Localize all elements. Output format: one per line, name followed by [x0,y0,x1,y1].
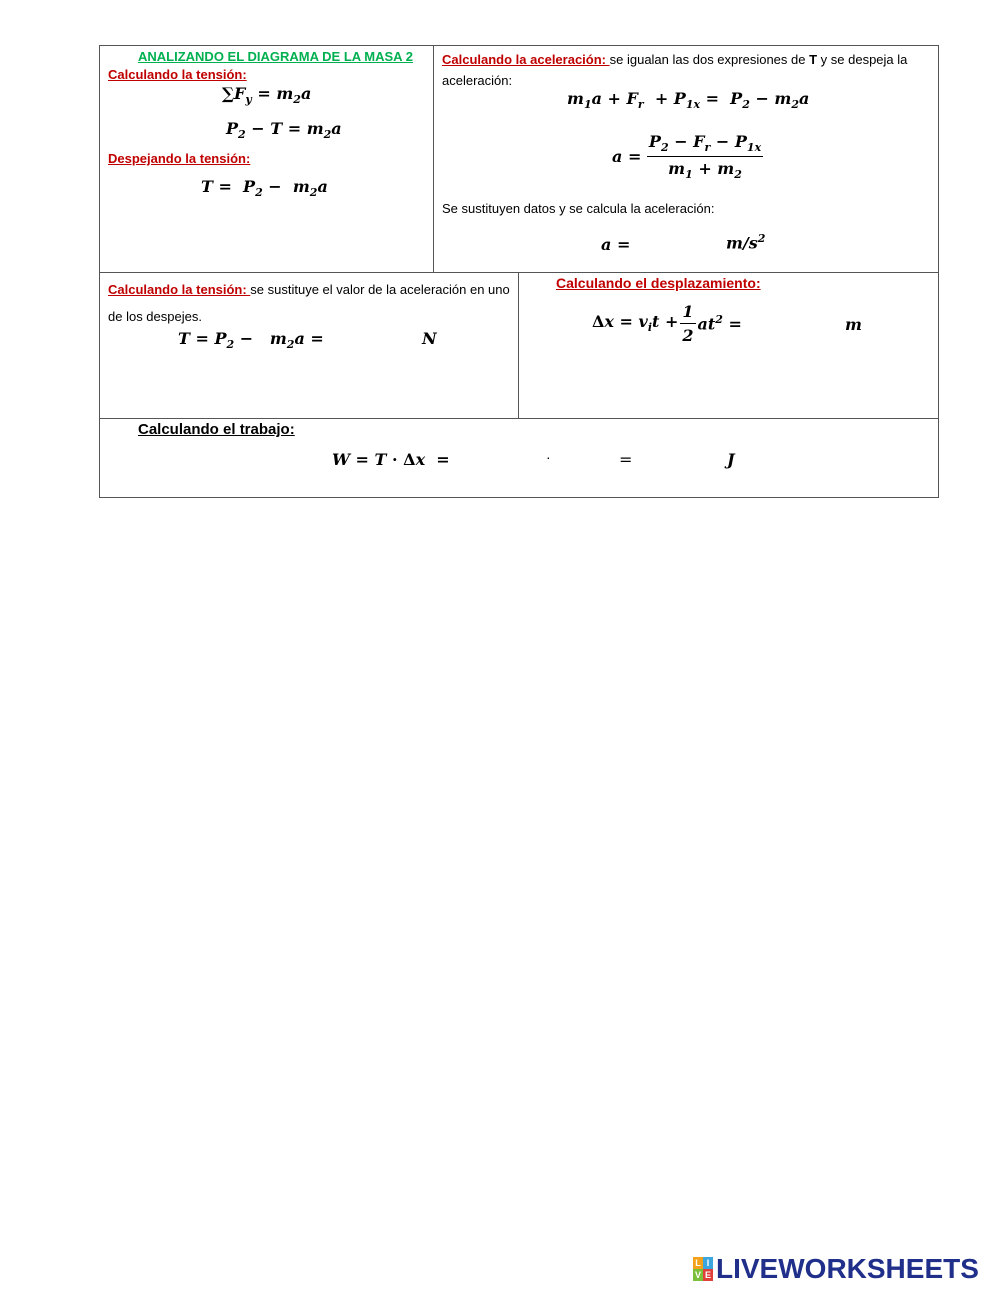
worksheet-table [99,45,939,498]
badge-letter-e: E [704,1270,711,1280]
label-calculating-tension-2: Calculando la tensión: [108,282,251,297]
label-calculating-work: Calculando el trabajo: [138,421,295,438]
liveworksheets-logo [693,1253,979,1284]
equation-acceleration-fraction: a = $\frac{P_2 - F_r - P_{1x}}{m_1 + m_2}$ [612,132,762,182]
cell-displacement [519,273,938,419]
work-answer-field[interactable] [640,447,720,471]
cell-acceleration [434,46,938,273]
acceleration-result-label: a = [601,235,631,254]
equation-p2-minus-t: $P_2 - T = m_2a$ [226,119,342,142]
multiply-dot: · [546,449,551,465]
label-calculating-acceleration: Calculando la aceleración: [442,52,610,67]
badge-letter-l: L [693,1257,703,1269]
label-calculating-displacement: Calculando el desplazamiento: [556,275,761,291]
intro-text-3: aceleración: [442,73,513,88]
equation-work: W = T · Δx = [332,450,450,469]
intro-text-1: se igualan las dos expresiones de [609,52,810,67]
acceleration-intro [442,49,928,91]
acceleration-answer-field[interactable] [654,232,724,256]
substitute-text: Se sustituyen datos y se calcula la aceleración: [442,201,715,216]
intro-text-2: y se despeja la [817,52,908,67]
label-solving-tension: Despejando la tensión: [108,151,251,166]
cell-tension-substitution [100,273,519,419]
logo-text: LIVEWORKSHEETS [716,1253,979,1284]
tension-text-1: se sustituye el valor de la aceleración en uno [250,282,510,297]
badge-letter-i: I [703,1257,713,1269]
tension-unit: N [422,329,437,348]
logo-badge-icon [693,1257,713,1281]
badge-letter-v: V [694,1270,701,1280]
label-calculating-tension: Calculando la tensión: [108,67,247,82]
tension-answer-field[interactable] [325,327,415,351]
work-displacement-field[interactable] [555,447,610,471]
equation-equated-expressions: $m_1a + F_r + P_{1x} = P_2 - m_2a$ [567,89,810,112]
equation-sum-forces: $\sum F_y = m_2a$ [222,84,312,107]
work-equals-sign: = [619,450,633,469]
work-unit: J [727,450,735,469]
tension-intro [108,276,513,330]
displacement-answer-field[interactable] [759,312,839,336]
equation-displacement: $\Delta x = v_it$ + $\frac{1}{2}$ $at^2$ = [592,302,742,345]
equation-tension-solved: $T = P_2 - m_2a$ [201,177,328,200]
bold-t: T [809,52,818,67]
heading-mass2: ANALIZANDO EL DIAGRAMA DE LA MASA 2 [138,49,413,64]
equation-tension-substituted: $T = P_2 - m_2a$ = [178,329,324,352]
work-tension-field[interactable] [440,447,540,471]
displacement-unit: m [845,315,862,334]
acceleration-unit-text: m/s [726,233,758,253]
cell-work [100,419,938,497]
cell-mass2-analysis [100,46,434,273]
acceleration-unit: $m/s^2$ [726,232,766,253]
tension-text-2: de los despejes. [108,309,202,324]
